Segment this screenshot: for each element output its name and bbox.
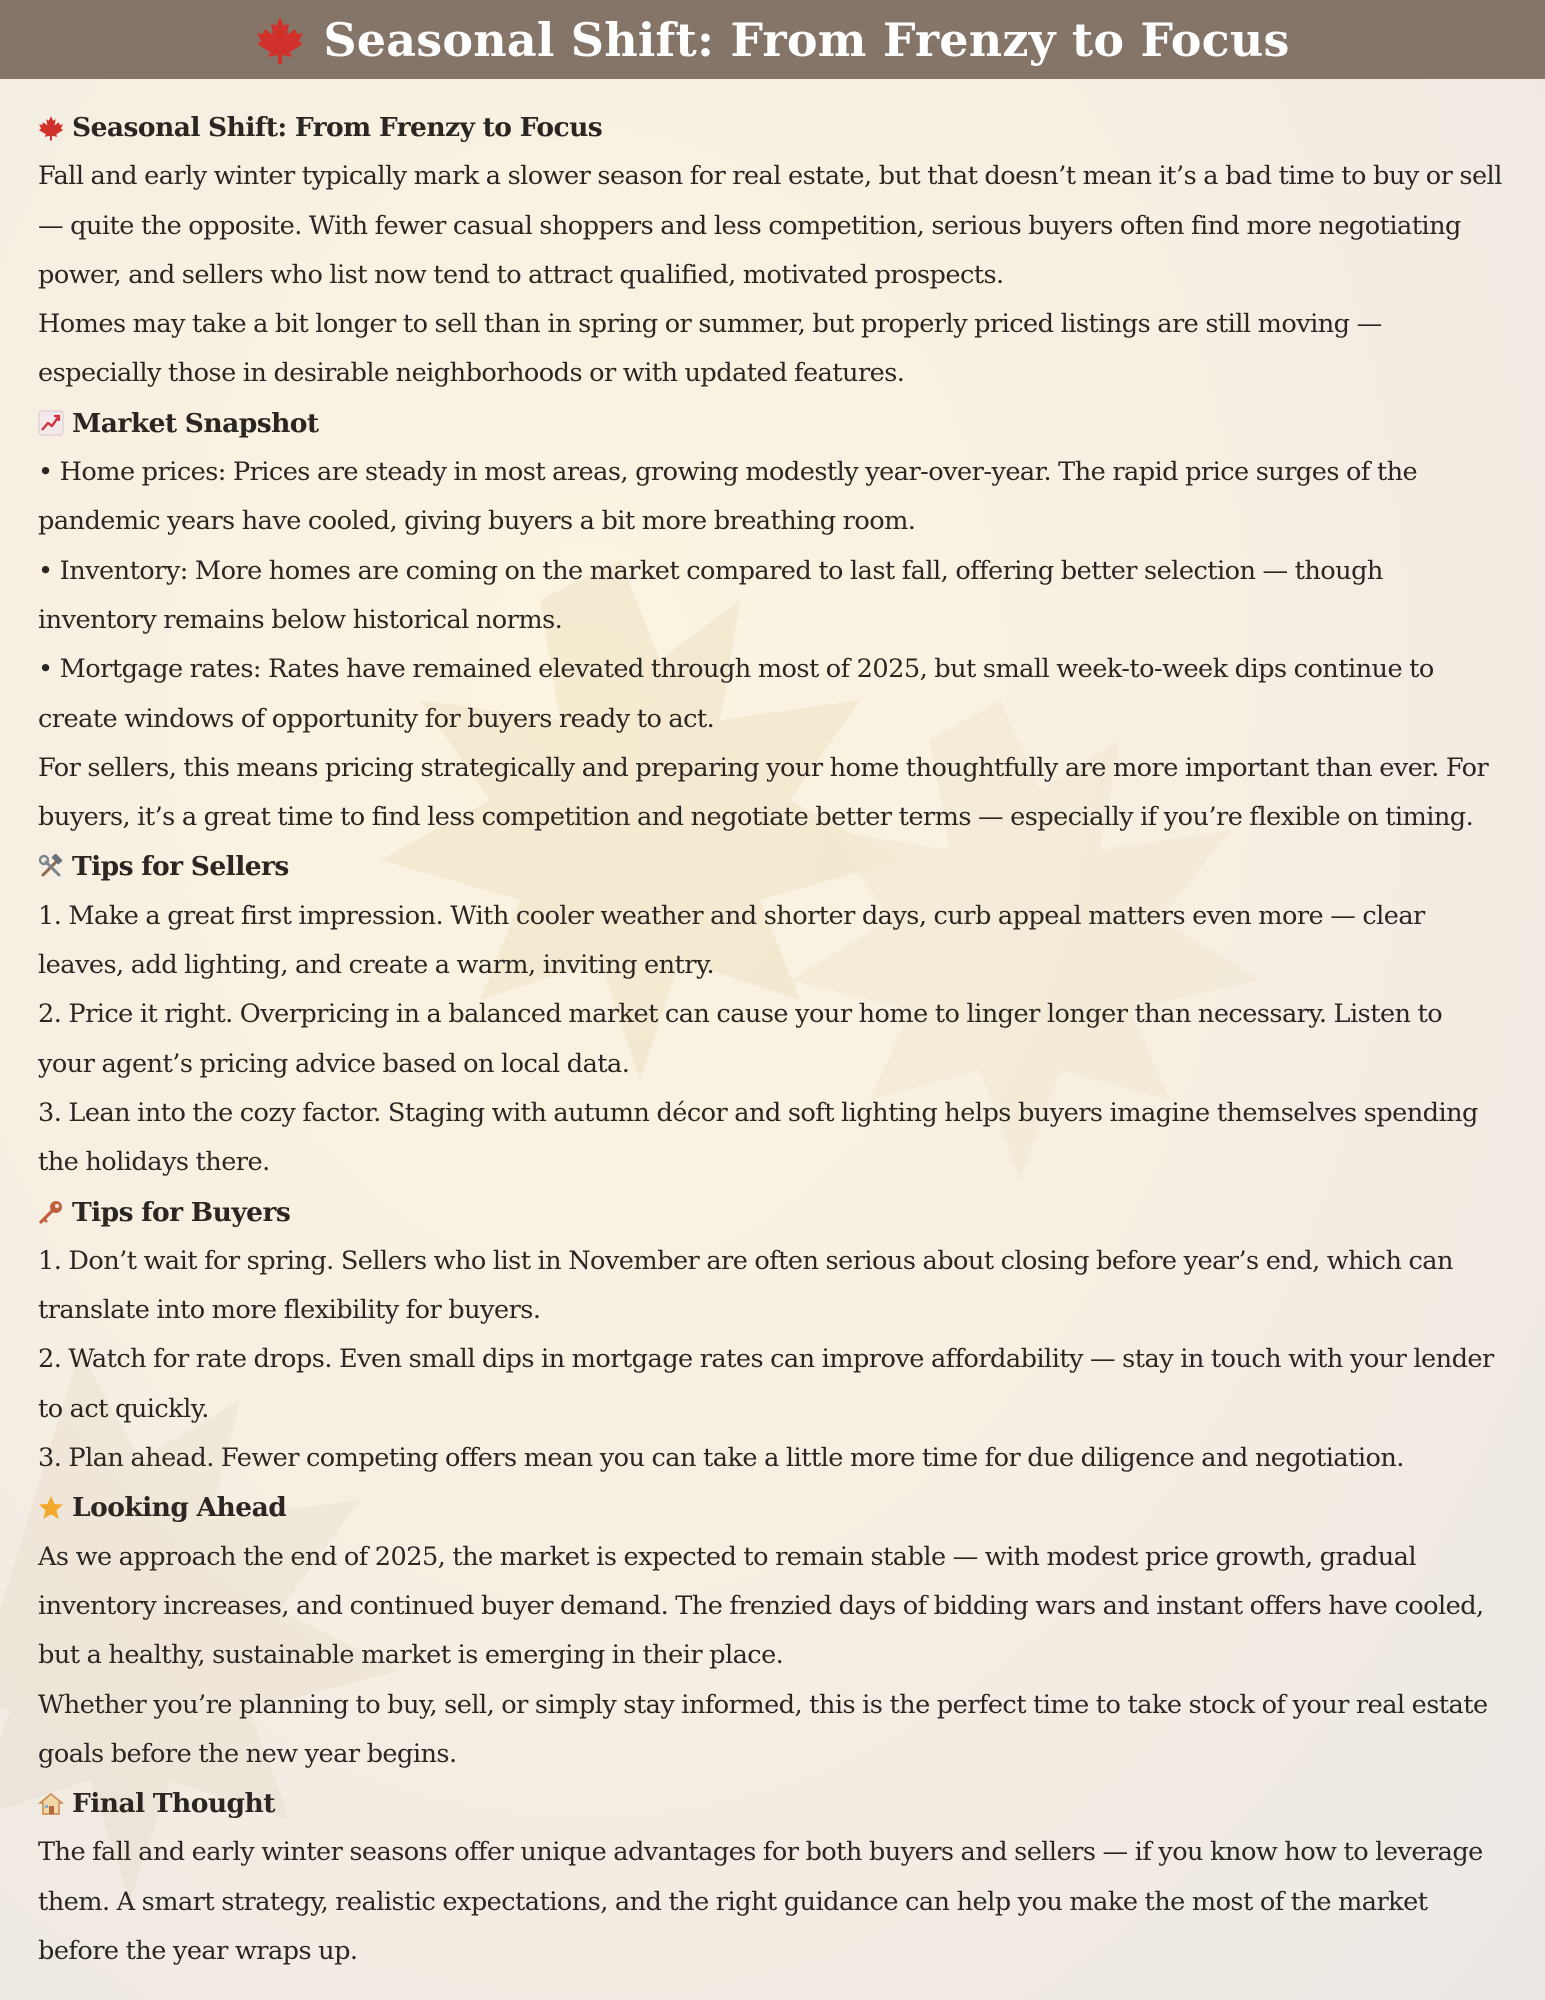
key-icon — [38, 1199, 64, 1225]
maple-leaf-icon — [255, 15, 305, 65]
paragraph-line: power, and sellers who list now tend to attract qualified, motivated prospects. — [38, 259, 1004, 290]
paragraph-line: them. A smart strategy, realistic expectations, and the right guidance can help you make the most of the market — [38, 1886, 1428, 1917]
paragraph-line: create windows of opportunity for buyers ready to act. — [38, 703, 715, 734]
section-heading-text: Tips for Buyers — [72, 1196, 291, 1228]
paragraph-line: As we approach the end of 2025, the market is expected to remain stable — with modest price growth, gradual — [38, 1541, 1416, 1572]
list-item-line: 2. Watch for rate drops. Even small dips in mortgage rates can improve affordability — stay in touch with your lender — [38, 1344, 1494, 1375]
bullet-line: • Home prices: Prices are steady in most areas, growing modestly year-over-year. The rapid price surges of the — [38, 457, 1418, 488]
list-item-line: 3. Lean into the cozy factor. Staging with autumn décor and soft lighting helps buyers imagine themselves spending — [38, 1097, 1478, 1128]
list-item-line: 1. Don’t wait for spring. Sellers who list in November are often serious about closing before year’s end, which can — [38, 1245, 1453, 1276]
section-heading-seasonal-shift — [38, 103, 1510, 152]
paragraph-line: especially those in desirable neighborhoods or with updated features. — [38, 358, 905, 389]
star-icon — [38, 1495, 64, 1521]
paragraph-line: pandemic years have cooled, giving buyers a bit more breathing room. — [38, 506, 916, 537]
paragraph-line: For sellers, this means pricing strategically and preparing your home thoughtfully are more important than ever. For — [38, 752, 1489, 783]
section-heading-market-snapshot — [38, 399, 1510, 448]
house-icon — [38, 1791, 64, 1817]
section-heading-text: Tips for Sellers — [72, 851, 289, 883]
maple-leaf-icon — [38, 115, 64, 141]
paragraph-line: — quite the opposite. With fewer casual shoppers and less competition, serious buyers often find more negotiating — [38, 210, 1461, 241]
page-title: Seasonal Shift: From Frenzy to Focus — [323, 12, 1290, 67]
section-heading-looking-ahead — [38, 1483, 1510, 1532]
paragraph-line: your agent’s pricing advice based on local data. — [38, 1048, 630, 1079]
bullet-line: • Inventory: More homes are coming on the market compared to last fall, offering better selection — though — [38, 555, 1383, 586]
chart-increasing-icon — [38, 410, 64, 436]
section-heading-tips-for-buyers — [38, 1188, 1510, 1237]
paragraph-line: goals before the new year begins. — [38, 1738, 457, 1769]
section-heading-text: Looking Ahead — [72, 1492, 287, 1524]
article-body — [38, 103, 1510, 1976]
paragraph-line: Homes may take a bit longer to sell than in spring or summer, but properly priced listings are still moving — — [38, 309, 1382, 340]
paragraph-line: the holidays there. — [38, 1147, 270, 1178]
paragraph-line: inventory increases, and continued buyer demand. The frenzied days of bidding wars and instant offers have cooled, — [38, 1590, 1484, 1621]
paragraph-line: but a healthy, sustainable market is emerging in their place. — [38, 1640, 784, 1671]
section-heading-final-thought — [38, 1779, 1510, 1828]
section-heading-text: Market Snapshot — [72, 407, 319, 439]
list-item-line: 1. Make a great first impression. With cooler weather and shorter days, curb appeal matters even more — clear — [38, 900, 1425, 931]
paragraph-line: translate into more flexibility for buyers. — [38, 1295, 541, 1326]
page-header — [0, 0, 1545, 79]
section-heading-tips-for-sellers — [38, 842, 1510, 891]
paragraph-line: Whether you’re planning to buy, sell, or simply stay informed, this is the perfect time to take stock of your real estate — [38, 1689, 1488, 1720]
bullet-line: • Mortgage rates: Rates have remained elevated through most of 2025, but small week-to-week dips continue to — [38, 654, 1434, 685]
paragraph-line: The fall and early winter seasons offer unique advantages for both buyers and sellers — if you know how to leverage — [38, 1837, 1483, 1868]
paragraph-line: Fall and early winter typically mark a slower season for real estate, but that doesn’t mean it’s a bad time to buy or sell — [38, 161, 1502, 192]
list-item-line: 2. Price it right. Overpricing in a balanced market can cause your home to linger longer than necessary. Listen to — [38, 999, 1443, 1030]
paragraph-line: to act quickly. — [38, 1393, 209, 1424]
hammer-wrench-icon — [38, 854, 64, 880]
section-heading-text: Final Thought — [72, 1788, 275, 1820]
paragraph-line: leaves, add lighting, and create a warm, inviting entry. — [38, 950, 715, 981]
paragraph-line: buyers, it’s a great time to find less competition and negotiate better terms — especially if you’re flexible on timing. — [38, 802, 1474, 833]
section-heading-text: Seasonal Shift: From Frenzy to Focus — [72, 112, 603, 143]
paragraph-line: before the year wraps up. — [38, 1935, 358, 1966]
paragraph-line: inventory remains below historical norms. — [38, 604, 563, 635]
list-item-line: 3. Plan ahead. Fewer competing offers mean you can take a little more time for due diligence and negotiation. — [38, 1443, 1404, 1474]
